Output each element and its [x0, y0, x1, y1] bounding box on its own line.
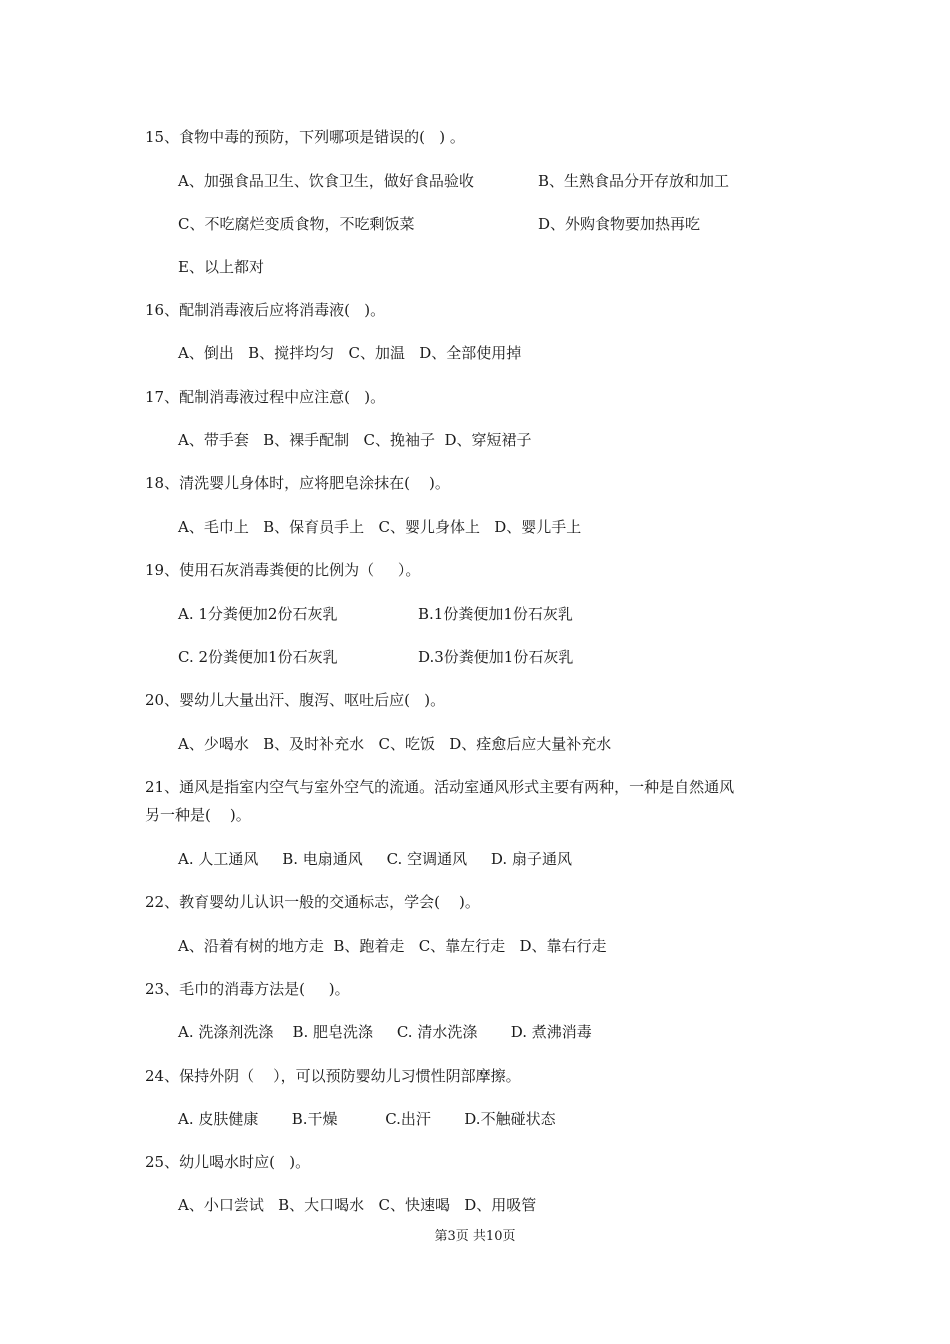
question-23-stem: 23、毛巾的消毒方法是( )。 [145, 980, 350, 998]
question-21-stem-line2: 另一种是( )。 [145, 806, 251, 824]
question-19-stem: 19、使用石灰消毒粪便的比例为（ ）。 [145, 561, 421, 579]
question-18-options: A、毛巾上 B、保育员手上 C、婴儿身体上 D、婴儿手上 [178, 518, 582, 536]
question-25-stem: 25、幼儿喝水时应( )。 [145, 1153, 311, 1171]
question-22-stem: 22、教育婴幼儿认识一般的交通标志，学会( )。 [145, 893, 480, 911]
question-19-option-d: D.3份粪便加1份石灰乳 [418, 648, 574, 666]
question-20-options: A、少喝水 B、及时补充水 C、吃饭 D、痊愈后应大量补充水 [178, 735, 612, 753]
question-24-options: A. 皮肤健康 B.干燥 C.出汗 D.不触碰状态 [178, 1110, 556, 1128]
question-24-stem: 24、保持外阴（ ），可以预防婴幼儿习惯性阴部摩擦。 [145, 1067, 521, 1085]
question-15-option-d: D、外购食物要加热再吃 [538, 215, 701, 233]
question-22-options: A、沿着有树的地方走 B、跑着走 C、靠左行走 D、靠右行走 [178, 937, 607, 955]
question-19-option-a: A. 1分粪便加2份石灰乳 [178, 605, 338, 623]
question-15-option-c: C、不吃腐烂变质食物，不吃剩饭菜 [178, 215, 415, 233]
question-17-options: A、带手套 B、裸手配制 C、挽袖子 D、穿短裙子 [178, 431, 532, 449]
question-23-options: A. 洗涤剂洗涤 B. 肥皂洗涤 C. 清水洗涤 D. 煮沸消毒 [178, 1023, 592, 1041]
question-25-options: A、小口尝试 B、大口喝水 C、快速喝 D、用吸管 [178, 1196, 537, 1214]
question-15-option-a: A、加强食品卫生、饮食卫生，做好食品验收 [178, 172, 474, 190]
page-number-footer: 第3页 共10页 [434, 1229, 516, 1244]
question-17-stem: 17、配制消毒液过程中应注意( )。 [145, 388, 386, 406]
question-15-option-e: E、以上都对 [178, 258, 264, 276]
question-19-option-c: C. 2份粪便加1份石灰乳 [178, 648, 338, 666]
question-21-options: A. 人工通风 B. 电扇通风 C. 空调通风 D. 扇子通风 [178, 850, 572, 868]
question-19-option-b: B.1份粪便加1份石灰乳 [418, 605, 573, 623]
question-16-stem: 16、配制消毒液后应将消毒液( )。 [145, 301, 386, 319]
question-21-stem-line1: 21、通风是指室内空气与室外空气的流通。活动室通风形式主要有两种，一种是自然通风 [145, 778, 735, 796]
question-20-stem: 20、婴幼儿大量出汗、腹泻、呕吐后应( )。 [145, 691, 446, 709]
question-15-stem: 15、食物中毒的预防，下列哪项是错误的( ) 。 [145, 128, 465, 146]
question-16-options: A、倒出 B、搅拌均匀 C、加温 D、全部使用掉 [178, 344, 522, 362]
question-18-stem: 18、清洗婴儿身体时，应将肥皂涂抹在( )。 [145, 474, 450, 492]
question-15-option-b: B、生熟食品分开存放和加工 [538, 172, 730, 190]
